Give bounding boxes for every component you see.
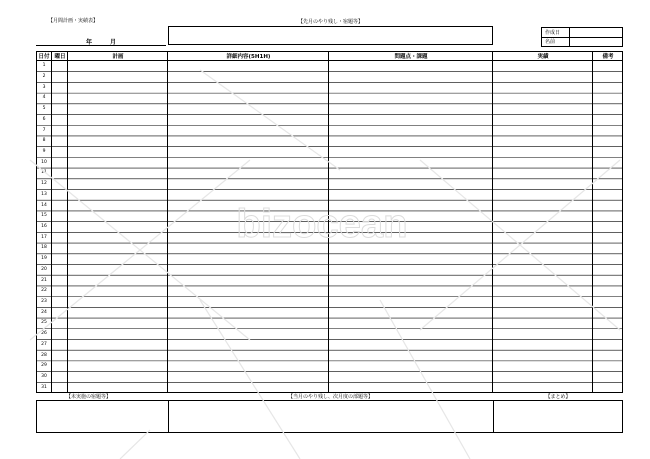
- day-number: 16: [41, 224, 47, 229]
- year-label: 年: [86, 39, 93, 46]
- watermark-text: bizocean: [236, 202, 408, 246]
- year-month-underline: [36, 45, 166, 46]
- day-number: 1: [42, 63, 46, 69]
- day-number: 25: [41, 320, 47, 326]
- col-header-plan: 計画: [112, 54, 124, 60]
- day-number: 6: [42, 116, 46, 122]
- day-number: 28: [41, 352, 47, 358]
- name-field[interactable]: [570, 38, 622, 46]
- summary-title: 【まとめ】: [545, 394, 571, 400]
- next-month-title: 【当月のやり残し、次月度の部題等】: [287, 394, 373, 400]
- day-number: 30: [41, 373, 47, 379]
- carryover-box[interactable]: [168, 26, 493, 45]
- day-number: 19: [41, 256, 47, 262]
- day-number: 13: [41, 191, 47, 197]
- document-title: 【月間計画・実績表】: [48, 18, 99, 24]
- day-number: 20: [41, 266, 47, 272]
- summary-field[interactable]: [494, 401, 622, 432]
- day-number: 14: [41, 202, 47, 208]
- day-number: 29: [41, 363, 47, 369]
- day-number: 12: [41, 181, 47, 187]
- created-date-field[interactable]: [570, 28, 622, 37]
- col-header-date: 日付: [38, 54, 50, 60]
- day-number: 22: [41, 288, 47, 294]
- day-number: 5: [42, 106, 46, 112]
- day-number: 7: [42, 127, 46, 133]
- day-number: 17: [41, 234, 47, 240]
- col-header-issues: 問題点・課題: [394, 54, 428, 60]
- col-header-weekday: 曜日: [54, 54, 66, 60]
- day-number: 23: [41, 298, 47, 304]
- day-number: 24: [41, 309, 47, 315]
- month-label: 月: [110, 39, 117, 46]
- day-number: 4: [42, 95, 46, 101]
- day-number: 10: [41, 159, 47, 165]
- unfinished-field[interactable]: [37, 401, 168, 432]
- day-number: 15: [41, 213, 47, 219]
- col-header-results: 実績: [537, 54, 549, 60]
- day-number: 27: [41, 341, 47, 347]
- next-month-field[interactable]: [169, 401, 493, 432]
- day-number: 21: [41, 277, 47, 283]
- plan-table: [36, 51, 623, 393]
- day-number: 8: [42, 138, 46, 144]
- footer-boxes: [36, 400, 623, 433]
- table-grid: [36, 51, 623, 393]
- unfinished-title: 【未実施の宿題等】: [66, 394, 112, 400]
- day-number: 9: [42, 149, 46, 155]
- created-date-label: 作成日: [545, 30, 561, 36]
- day-number: 11: [41, 170, 47, 176]
- day-number: 31: [41, 384, 47, 390]
- day-number-column: [36, 61, 52, 393]
- day-number: 3: [42, 84, 46, 90]
- col-header-notes: 備考: [602, 54, 614, 60]
- name-label: 名前: [545, 39, 556, 45]
- day-number: 2: [42, 74, 46, 80]
- col-header-details: 詳細内容(5H1H): [226, 54, 271, 60]
- info-box: [541, 27, 623, 47]
- carryover-title: 【先月のやり残し・宿題等】: [297, 19, 363, 25]
- day-number: 26: [41, 331, 47, 337]
- day-number: 18: [41, 245, 47, 251]
